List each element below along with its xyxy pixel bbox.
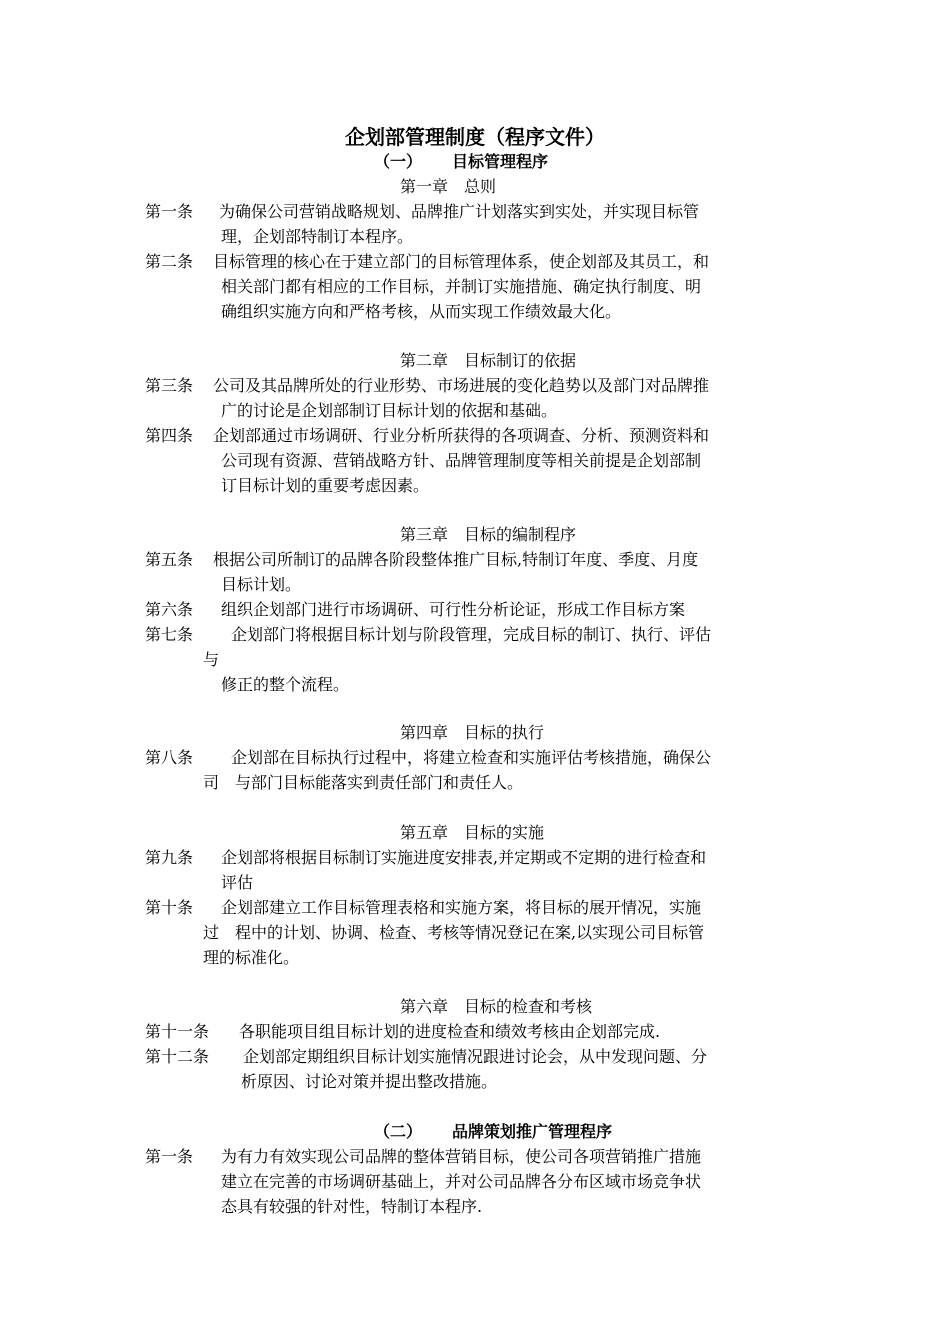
article-line: 与 — [203, 650, 220, 669]
chapter-heading: 第三章 目标的编制程序 — [400, 525, 577, 544]
article-line: 为确保公司营销战略规划、品牌推广计划落实到实处，并实现目标管 — [219, 202, 700, 221]
chapter-heading: 第二章 目标制订的依据 — [400, 351, 577, 370]
chapter-heading: 第一章 总则 — [400, 177, 497, 196]
article-line: 广的讨论是企划部制订目标计划的依据和基础。 — [221, 401, 558, 420]
article-label: 第七条 — [145, 625, 194, 644]
article-label: 第十条 — [145, 898, 194, 917]
article-line: 相关部门都有相应的工作目标，并制订实施措施、确定执行制度、明 — [221, 277, 702, 296]
article-line: 建立在完善的市场调研基础上，并对公司品牌各分布区域市场竞争状 — [221, 1172, 702, 1191]
article-label: 第九条 — [145, 848, 194, 867]
article-line: 理的标准化。 — [203, 948, 300, 967]
article-line: 企划部定期组织目标计划实施情况跟进讨论会，从中发现问题、分 — [243, 1047, 708, 1066]
article-line: 确组织实施方向和严格考核，从而实现工作绩效最大化。 — [221, 302, 622, 321]
article-label: 第十一条 — [145, 1022, 210, 1041]
article-line: 企划部通过市场调研、行业分析所获得的各项调查、分析、预测资料和 — [213, 426, 710, 445]
article-label: 第五条 — [145, 550, 194, 569]
article-label: 第二条 — [145, 252, 194, 271]
article-line: 评估 — [221, 873, 254, 892]
article-line: 目标管理的核心在于建立部门的目标管理体系，使企划部及其员工，和 — [213, 252, 710, 271]
article-line: 企划部建立工作目标管理表格和实施方案，将目标的展开情况，实施 — [221, 898, 702, 917]
article-line: 过 程中的计划、协调、检查、考核等情况登记在案,以实现公司目标管 — [203, 923, 705, 942]
article-line: 析原因、讨论对策并提出整改措施。 — [241, 1072, 498, 1091]
chapter-heading: 第四章 目标的执行 — [400, 723, 545, 742]
section-number: （一） — [374, 152, 423, 171]
article-line: 为有力有效实现公司品牌的整体营销目标，使公司各项营销推广措施 — [221, 1147, 702, 1166]
article-line: 企划部门将根据目标计划与阶段管理，完成目标的制订、执行、评估 — [231, 625, 712, 644]
section-heading-2 — [374, 1121, 612, 1143]
article-label: 第三条 — [145, 376, 194, 395]
article-line: 企划部将根据目标制订实施进度安排表,并定期或不定期的进行检查和 — [221, 848, 707, 867]
section-title: 品牌策划推广管理程序 — [452, 1122, 613, 1141]
article-line: 司 与部门目标能落实到责任部门和责任人。 — [203, 773, 524, 792]
article-label: 第一条 — [145, 202, 194, 221]
section-number: （二） — [374, 1122, 423, 1141]
article-line: 企划部在目标执行过程中，将建立检查和实施评估考核措施，确保公 — [231, 748, 712, 767]
article-line: 订目标计划的重要考虑因素。 — [221, 476, 430, 495]
article-line: 根据公司所制订的品牌各阶段整体推广目标,特制订年度、季度、月度 — [213, 550, 699, 569]
article-line: 目标计划。 — [221, 575, 302, 594]
article-line: 修正的整个流程。 — [221, 675, 350, 694]
article-line: 公司现有资源、营销战略方针、品牌管理制度等相关前提是企划部制 — [221, 451, 702, 470]
article-label: 第十二条 — [145, 1047, 210, 1066]
section-title: 目标管理程序 — [452, 152, 549, 171]
article-line: 组织企划部门进行市场调研、可行性分析论证，形成工作目标方案 — [221, 600, 686, 619]
chapter-heading: 第五章 目标的实施 — [400, 823, 545, 842]
chapter-heading: 第六章 目标的检查和考核 — [400, 997, 593, 1016]
article-label: 第六条 — [145, 600, 194, 619]
section-heading-1 — [374, 151, 548, 173]
document-title: 企划部管理制度（程序文件） — [345, 125, 605, 149]
article-label: 第四条 — [145, 426, 194, 445]
article-label: 第八条 — [145, 748, 194, 767]
article-label: 第一条 — [145, 1147, 194, 1166]
article-line: 各职能项目组目标计划的进度检查和绩效考核由企划部完成. — [239, 1022, 661, 1041]
article-line: 公司及其品牌所处的行业形势、市场进展的变化趋势以及部门对品牌推 — [213, 376, 710, 395]
article-line: 态具有较强的针对性，特制订本程序. — [221, 1197, 483, 1216]
article-line: 理，企划部特制订本程序。 — [221, 227, 414, 246]
